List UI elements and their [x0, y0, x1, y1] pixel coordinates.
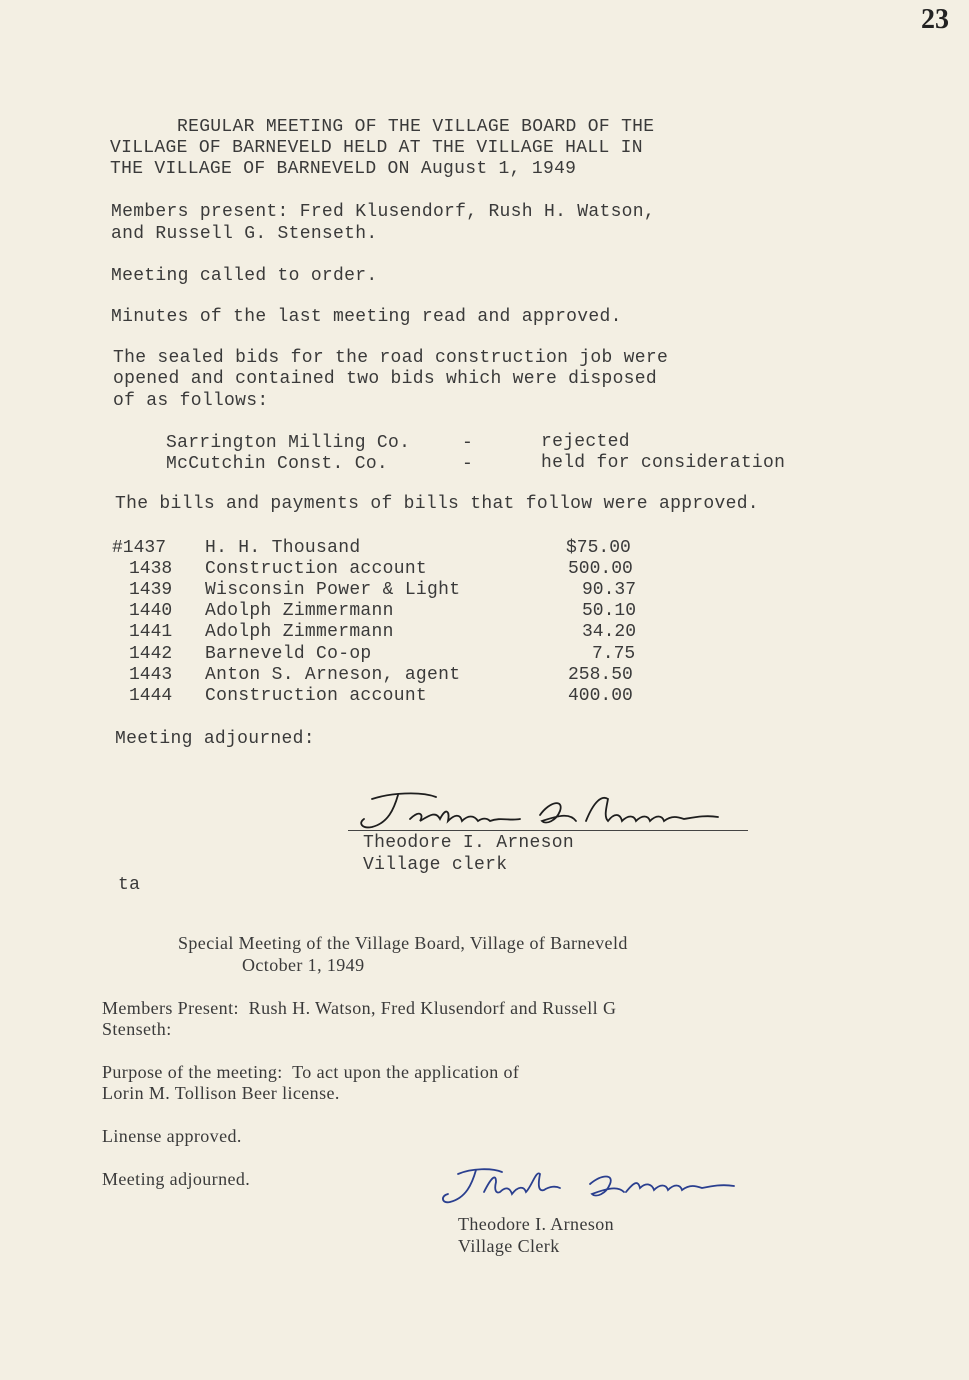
typist-initials: ta — [118, 875, 141, 895]
bill-amount: 50.10 — [582, 601, 637, 621]
bill-payee: Adolph Zimmermann — [205, 622, 394, 642]
meeting1-bids-line-2: opened and contained two bids which were disposed — [113, 369, 657, 389]
meeting2-adjourned: Meeting adjourned. — [102, 1169, 251, 1189]
bill-number: 1444 — [129, 686, 173, 706]
bid-dash: - — [462, 433, 474, 453]
meeting2-purpose-line-1: Purpose of the meeting: To act upon the application of — [102, 1062, 520, 1082]
meeting2-title-line-2: October 1, 1949 — [242, 955, 365, 975]
bid-result: held for consideration — [541, 453, 786, 473]
meeting1-members-line-1: Members present: Fred Klusendorf, Rush H. Watson, — [111, 202, 655, 222]
meeting1-bids-line-3: of as follows: — [113, 391, 269, 411]
bill-payee: Adolph Zimmermann — [205, 601, 394, 621]
bill-number: 1442 — [129, 644, 173, 664]
clerk-signature-1 — [350, 785, 730, 835]
bill-amount: 90.37 — [582, 580, 637, 600]
bid-dash: - — [462, 454, 474, 474]
signature-line — [348, 830, 748, 831]
bill-number: 1439 — [129, 580, 173, 600]
bill-payee: H. H. Thousand — [205, 538, 361, 558]
bill-amount: 400.00 — [568, 686, 633, 706]
meeting2-title-line-1: Special Meeting of the Village Board, Village of Barneveld — [178, 933, 628, 953]
bill-payee: Construction account — [205, 559, 428, 579]
meeting2-clerk-name: Theodore I. Arneson — [458, 1214, 615, 1234]
page-number: 23 — [921, 4, 949, 35]
bill-payee: Anton S. Arneson, agent — [205, 665, 461, 685]
meeting1-minutes: Minutes of the last meeting read and approved. — [111, 307, 622, 327]
meeting2-members-line-1: Members Present: Rush H. Watson, Fred Klusendorf and Russell G — [102, 998, 617, 1018]
meeting1-title-line-3: THE VILLAGE OF BARNEVELD ON August 1, 1949 — [110, 159, 577, 179]
bill-number: 1440 — [129, 601, 173, 621]
bid-name: Sarrington Milling Co. — [166, 433, 411, 453]
bills-intro: The bills and payments of bills that follow were approved. — [115, 494, 759, 514]
meeting2-purpose-line-2: Lorin M. Tollison Beer license. — [102, 1083, 340, 1103]
meeting2-clerk-title: Village Clerk — [458, 1236, 560, 1256]
bid-name: McCutchin Const. Co. — [166, 454, 389, 474]
meeting1-title-line-2: VILLAGE OF BARNEVELD HELD AT THE VILLAGE HALL IN — [110, 138, 643, 158]
bill-amount: $75.00 — [566, 538, 631, 558]
bill-number: 1443 — [129, 665, 173, 685]
bill-number: 1438 — [129, 559, 173, 579]
bill-amount: 34.20 — [582, 622, 637, 642]
meeting1-bids-line-1: The sealed bids for the road construction job were — [113, 348, 669, 368]
bill-amount: 500.00 — [568, 559, 633, 579]
bill-payee: Barneveld Co-op — [205, 644, 372, 664]
bill-payee: Construction account — [205, 686, 428, 706]
bid-result: rejected — [541, 432, 630, 452]
meeting1-title-line-1: REGULAR MEETING OF THE VILLAGE BOARD OF THE — [177, 117, 655, 137]
bill-number: #1437 — [112, 538, 167, 558]
bill-number: 1441 — [129, 622, 173, 642]
meeting2-license-approved: Linense approved. — [102, 1126, 242, 1146]
meeting2-members-line-2: Stenseth: — [102, 1019, 172, 1039]
meeting1-members-line-2: and Russell G. Stenseth. — [111, 224, 378, 244]
meeting1-clerk-title: Village clerk — [363, 855, 508, 875]
bill-amount: 7.75 — [592, 644, 636, 664]
clerk-signature-2 — [440, 1160, 740, 1210]
bill-amount: 258.50 — [568, 665, 633, 685]
meeting1-adjourned: Meeting adjourned: — [115, 729, 315, 749]
meeting1-clerk-name: Theodore I. Arneson — [363, 833, 574, 853]
meeting1-called-to-order: Meeting called to order. — [111, 266, 378, 286]
bill-payee: Wisconsin Power & Light — [205, 580, 461, 600]
